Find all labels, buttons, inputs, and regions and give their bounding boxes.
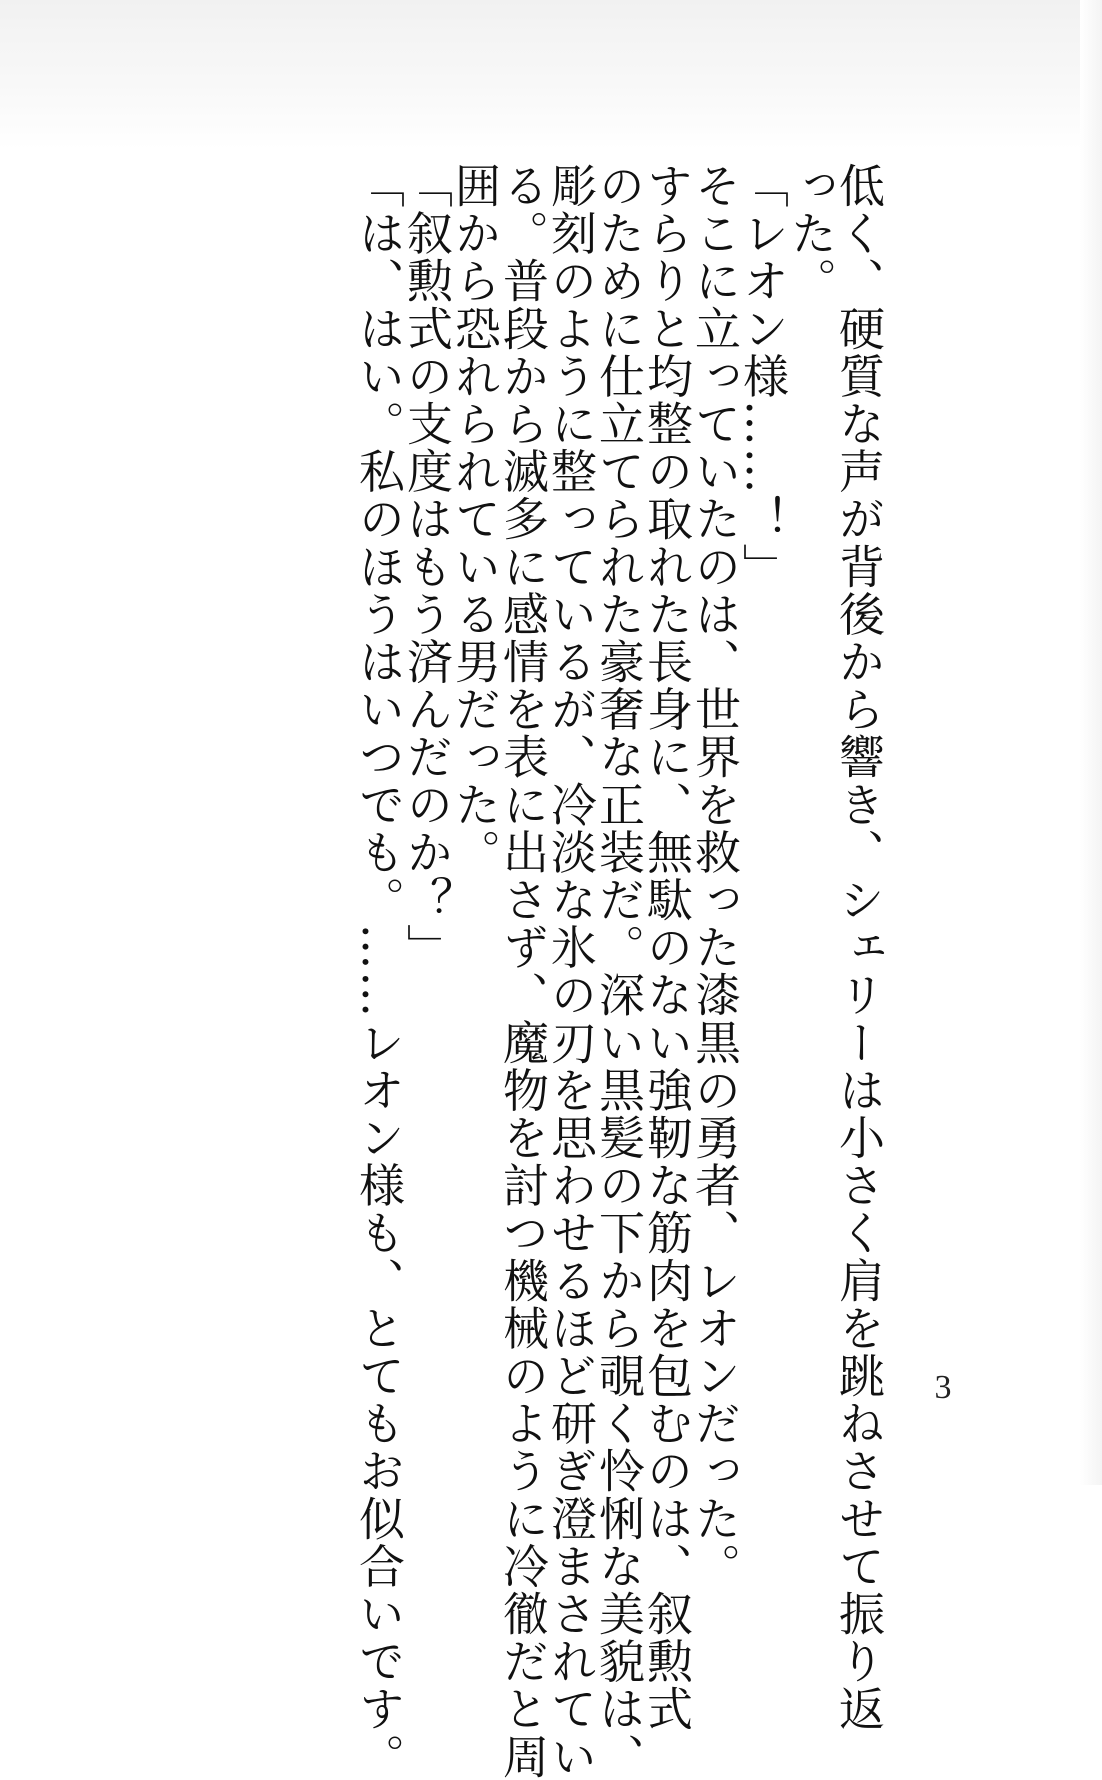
text-line: 「叙勲式の支度はもう済んだのか？」 — [400, 162, 454, 972]
text-line: った。 — [784, 162, 838, 305]
page-number: 3 — [934, 1369, 952, 1406]
text-line: 低く、硬質な声が背後から響き、シェリーは小さく肩を跳ねさせて振り返 — [832, 162, 886, 1733]
text-line: 「レオン様……！」 — [736, 162, 790, 591]
text-line: そこに立っていたのは、世界を救った漆黒の勇者、レオンだった。 — [688, 162, 742, 1590]
text-line: 「は、はい。私のほうはいつでも。……レオン様も、とてもお似合いです。 — [352, 162, 406, 1780]
text-line: 囲から恐れられている男だった。 — [448, 162, 502, 876]
text-line: 彫刻のように整っているが、冷淡な氷の刃を思わせるほど研ぎ澄まされてい — [544, 162, 598, 1780]
page-edge — [1080, 0, 1102, 1485]
text-line: すらりと均整の取れた長身に、無駄のない強靭な筋肉を包むのは、叙勲式 — [640, 162, 694, 1733]
top-shadow — [0, 0, 1102, 150]
text-line: のために仕立てられた豪奢な正装だ。深い黒髪の下から覗く怜悧な美貌は、 — [592, 162, 646, 1780]
text-line: る。普段から滅多に感情を表に出さず、魔物を討つ機械のように冷徹だと周 — [496, 162, 550, 1780]
